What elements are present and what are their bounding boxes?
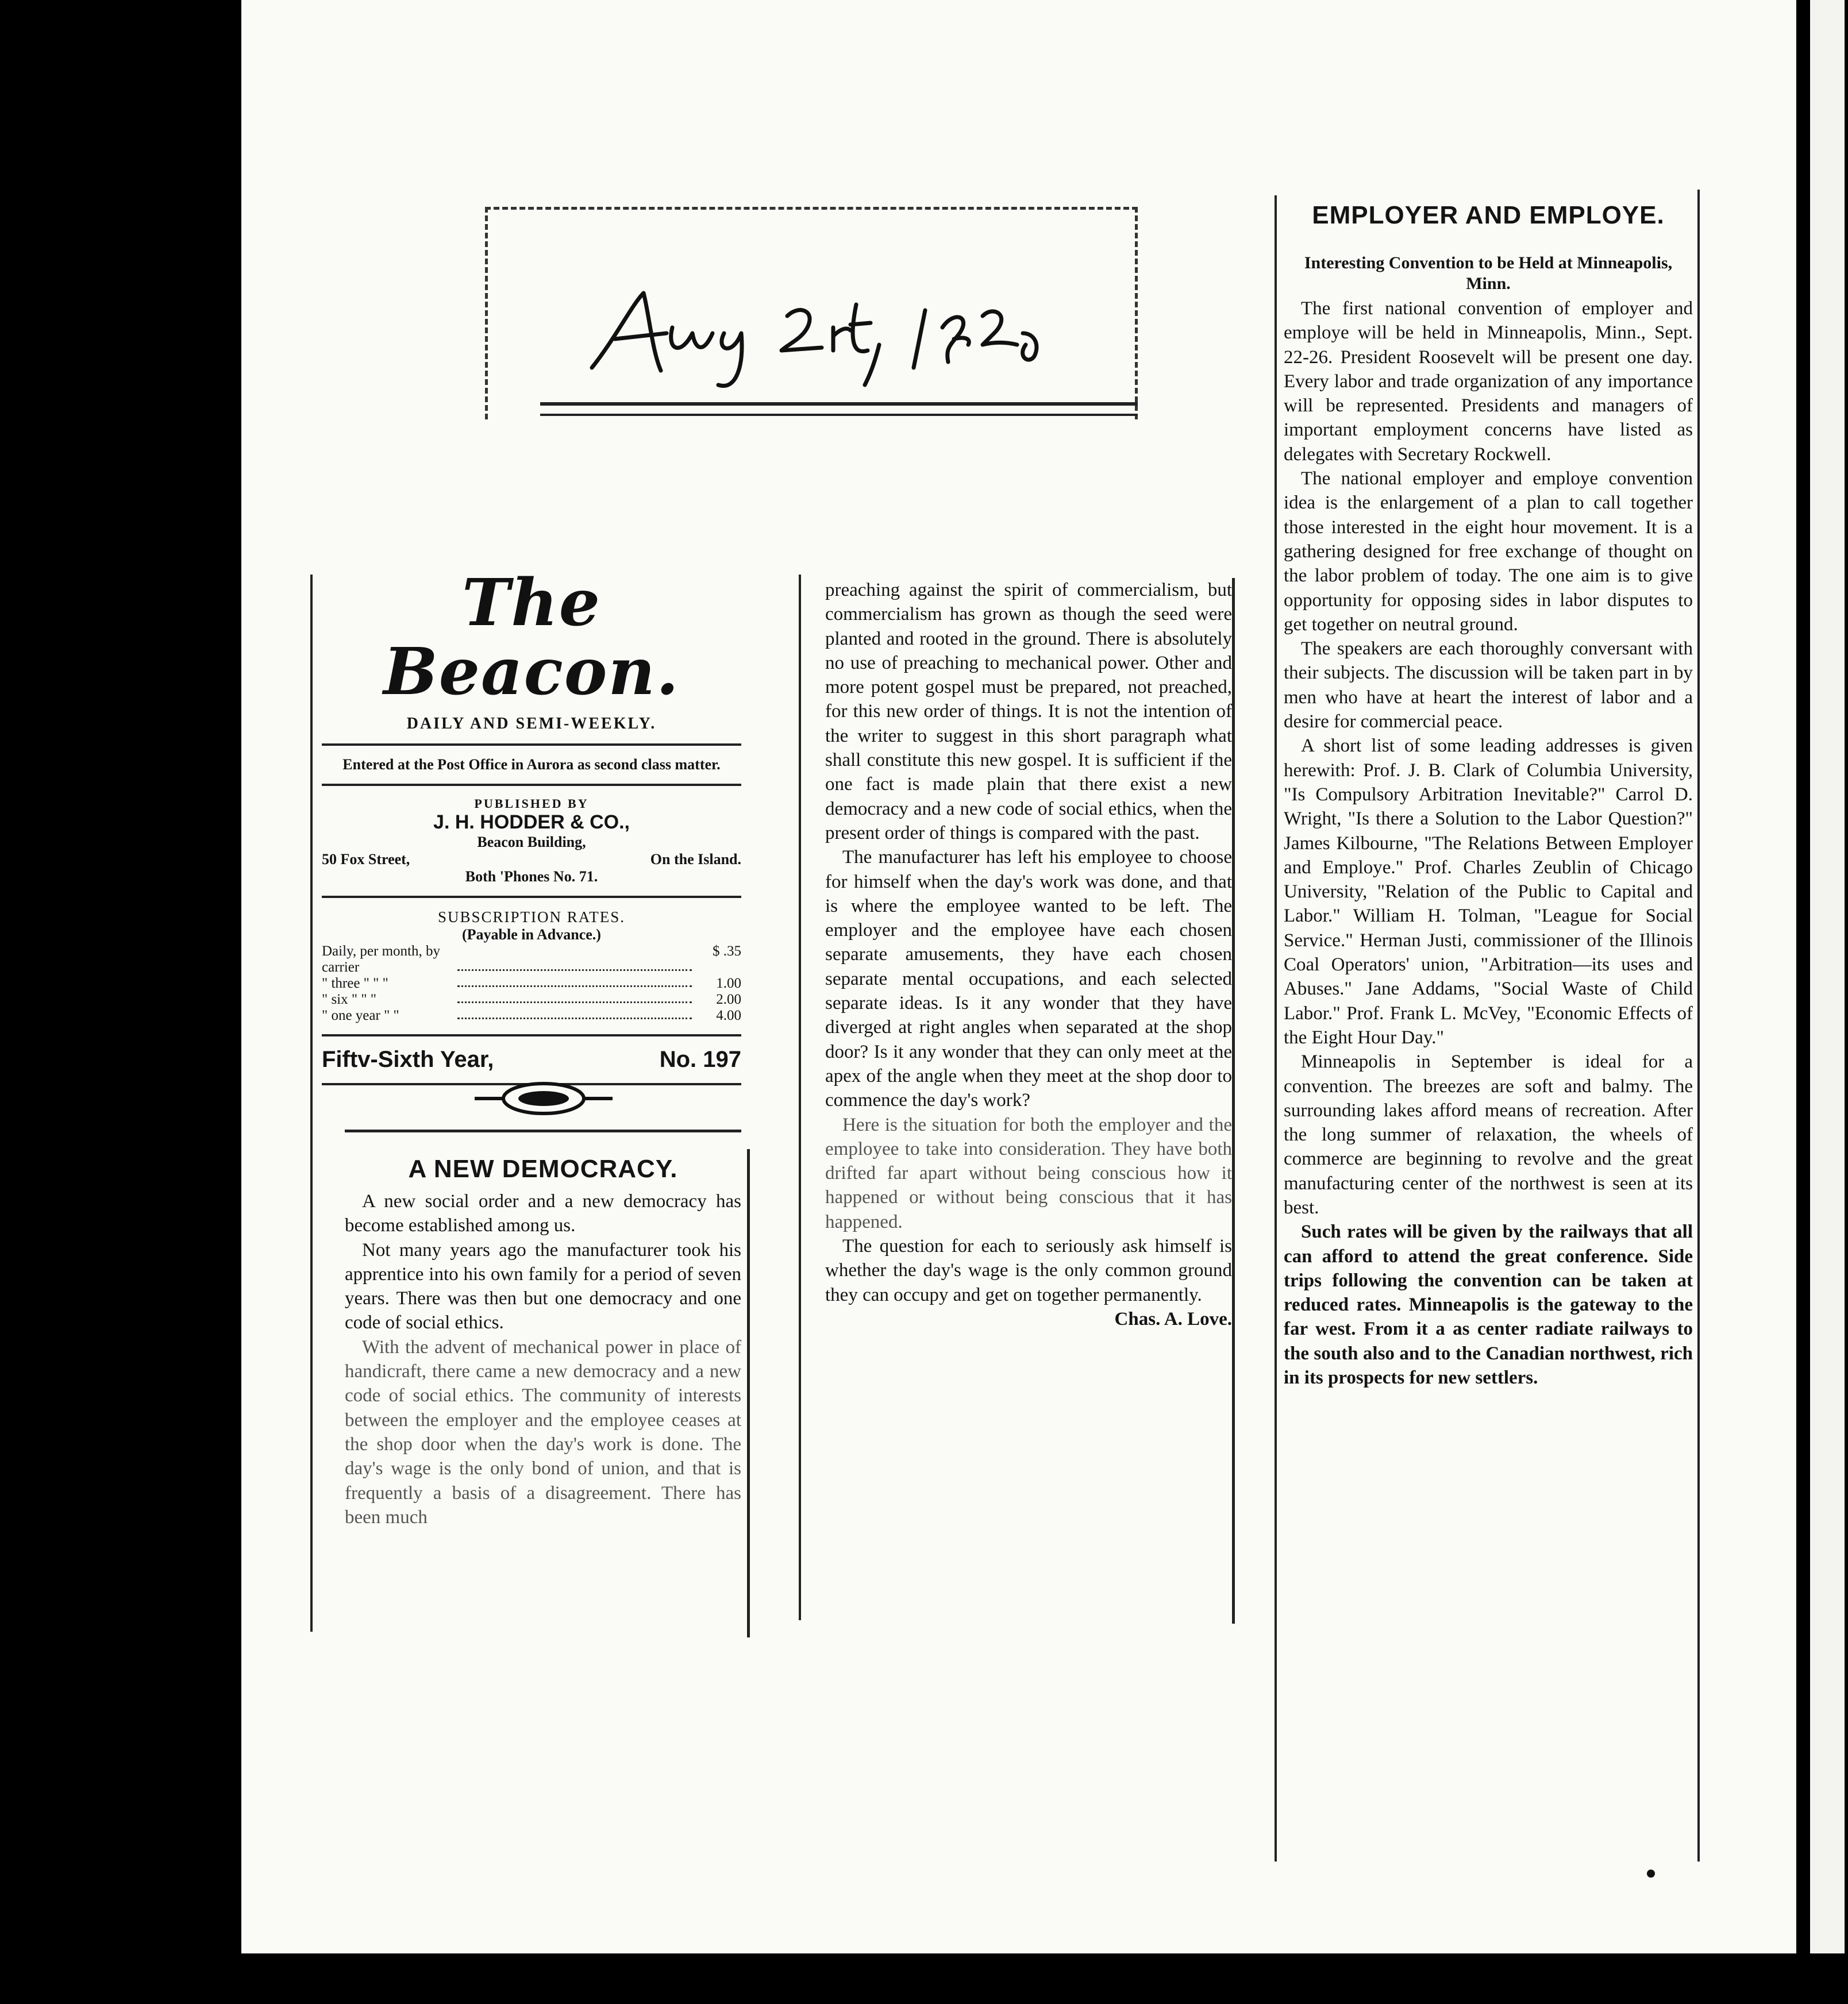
article-column-2 xyxy=(825,578,1232,1331)
divider xyxy=(322,896,741,898)
paragraph: The first national convention of employer and employe will be held in Minneapolis, Minn., Sept. 22-26. President Roosevelt will be present one day. Every labor and trade organization of any importance will be represented. Presidents and managers of important employment concerns have listed as delegates with Secretary Rockwell. xyxy=(1284,298,1693,465)
issue-info xyxy=(322,1047,741,1073)
publisher-building: Beacon Building, xyxy=(477,834,586,850)
column-rule xyxy=(799,575,801,1620)
divider xyxy=(322,784,741,786)
rate-row: " one year " " 4.00 xyxy=(322,1008,741,1023)
page-edge-strip xyxy=(1810,0,1845,2004)
divider xyxy=(345,1130,741,1132)
paragraph: With the advent of mechanical power in place of handicraft, there came a new democracy and a new code of social ethics. The community of interests between the employer and the employee ceases at the shop door when the day's work is done. The day's wage is the only bond of union, and that is frequently a basis of a disagreement. There has been much xyxy=(345,1336,741,1528)
column-rule xyxy=(1232,578,1235,1624)
ink-dot xyxy=(1647,1870,1655,1878)
article-headline: EMPLOYER AND EMPLOYE. xyxy=(1312,201,1665,229)
column-rule xyxy=(747,1149,750,1637)
paragraph: Here is the situation for both the employer and the employee to take into consideration. They have both drifted far apart without being conscious how it happened or without being conscious that it has happened. xyxy=(825,1114,1232,1232)
paragraph: preaching against the spirit of commercialism, but commercialism has grown as though the seed were planted and rooted in the ground. There is absolutely no use of preaching to mechanical power. Other and more potent gospel must be prepared, not preached, for this new order of things. It is not the intention of the writer to suggest in this short paragraph what shall constitute this new gospel. It is sufficient if the one fact is made plain that there exist a new democracy and a new code of social ethics, when the present order of things is compared with the past. xyxy=(825,580,1232,843)
paragraph: The speakers are each thoroughly conversant with their subjects. The discussion will be taken part in by men who have at heart the interest of labor and a desire for commercial peace. xyxy=(1284,638,1693,733)
paragraph: The national employer and employe convention idea is the enlargement of a plan to call together those interested in the eight hour movement. It is a gathering designed for free exchange of thought on the labor problem of today. The one aim is to give opportunity for opposing sides in labor disputes to get together on neutral ground. xyxy=(1284,468,1693,635)
paragraph: Minneapolis in September is ideal for a convention. The breezes are soft and balmy. The surrounding lakes afford means of recreation. After the long summer of relaxation, the wheels of commerce are beginning to revolve and the great manufacturing center of the northwest is seen at its best. xyxy=(1284,1051,1693,1218)
published-by-label: PUBLISHED BY xyxy=(474,796,589,811)
newspaper-masthead xyxy=(322,565,741,1096)
newspaper-subtitle: DAILY AND SEMI-WEEKLY. xyxy=(406,715,657,733)
rate-row: Daily, per month, by carrier $ .35 xyxy=(322,943,741,975)
paragraph: The manufacturer has left his employee to choose for himself when the day's work was done, and that is where the employee wanted to be left. The employer and the employee have each chosen separate amusements, they have each chosen separate mental occupations, and each selected separate ideas. Is it any wonder that they have diverged at right angles when separated at the shop door? Is it any wonder that they can only meet at the apex of the angle when they meet at the shop door to commence the day's work? xyxy=(825,847,1232,1111)
divider xyxy=(322,743,741,746)
entered-notice: Entered at the Post Office in Aurora as second class matter. xyxy=(342,756,721,773)
paragraph: A short list of some leading addresses is given herewith: Prof. J. B. Clark of Columbia University, "Is Compulsory Arbitration Inevitable?" Carrol D. Wright, "Is there a Solution to the Labor Question?" James Kilbourne, "The Relations Between Employer and Employe." Prof. Charles Zeublin of Chicago University, "Relation of the Public to Capital and Labor." William H. Tolman, "League for Social Service." Herman Justi, commissioner of the Illinois Coal Operators' union, "Arbitration—its uses and Abuses." Jane Addams, "Social Waste of Child Labor." Prof. Frank L. McVey, "Economic Effects of the Eight Hour Day." xyxy=(1284,735,1693,1048)
column-rule xyxy=(310,575,313,1632)
article-column-3 xyxy=(1284,296,1693,1390)
rates-title: SUBSCRIPTION RATES. xyxy=(437,908,626,926)
signature-line xyxy=(825,1307,1232,1331)
article-column-1 xyxy=(345,1189,741,1529)
phones: Both 'Phones No. 71. xyxy=(465,868,598,885)
issue-number: No. 197 xyxy=(659,1047,741,1072)
article-headline: A NEW DEMOCRACY. xyxy=(408,1155,678,1183)
address-right: On the Island. xyxy=(650,851,741,868)
author-signature: Chas. A. Love. xyxy=(1114,1308,1232,1329)
rates-note: (Payable in Advance.) xyxy=(462,926,601,943)
date-underline xyxy=(540,402,1138,416)
paragraph: The question for each to seriously ask himself is whether the day's wage is the only common ground they can occupy and get on together permanently. xyxy=(825,1236,1232,1305)
paragraph: Such rates will be given by the railways that all can afford to attend the great conference. Side trips following the convention can be taken at reduced rates. Minneapolis is the gateway to the far west. From it a as center radiate railways to the south also and to the Canadian northwest, rich in its prospects for new settlers. xyxy=(1284,1221,1693,1389)
handwritten-date xyxy=(580,270,1075,396)
column-rule xyxy=(1275,195,1277,1862)
article-subheadline: Interesting Convention to be Held at Minneapolis, Minn. xyxy=(1304,253,1673,293)
address-left: 50 Fox Street, xyxy=(322,851,410,868)
publisher-name: J. H. HODDER & CO., xyxy=(433,811,630,833)
newspaper-title: The Beacon. xyxy=(383,565,680,710)
rates-table xyxy=(322,943,741,1024)
publisher-address xyxy=(322,851,741,868)
paragraph: A new social order and a new democracy has become established among us. xyxy=(345,1191,741,1236)
column-rule xyxy=(1697,190,1700,1862)
divider xyxy=(322,1034,741,1036)
ornament-icon xyxy=(475,1081,613,1116)
paragraph: Not many years ago the manufacturer took his apprentice into his own family for a period of seven years. There was then but one democracy and one code of social ethics. xyxy=(345,1239,741,1334)
rate-row: " three " " " 1.00 xyxy=(322,976,741,991)
rate-row: " six " " " 2.00 xyxy=(322,992,741,1007)
issue-year: Fiftv-Sixth Year, xyxy=(322,1047,494,1072)
scan-bottom-border xyxy=(0,1953,1848,2004)
